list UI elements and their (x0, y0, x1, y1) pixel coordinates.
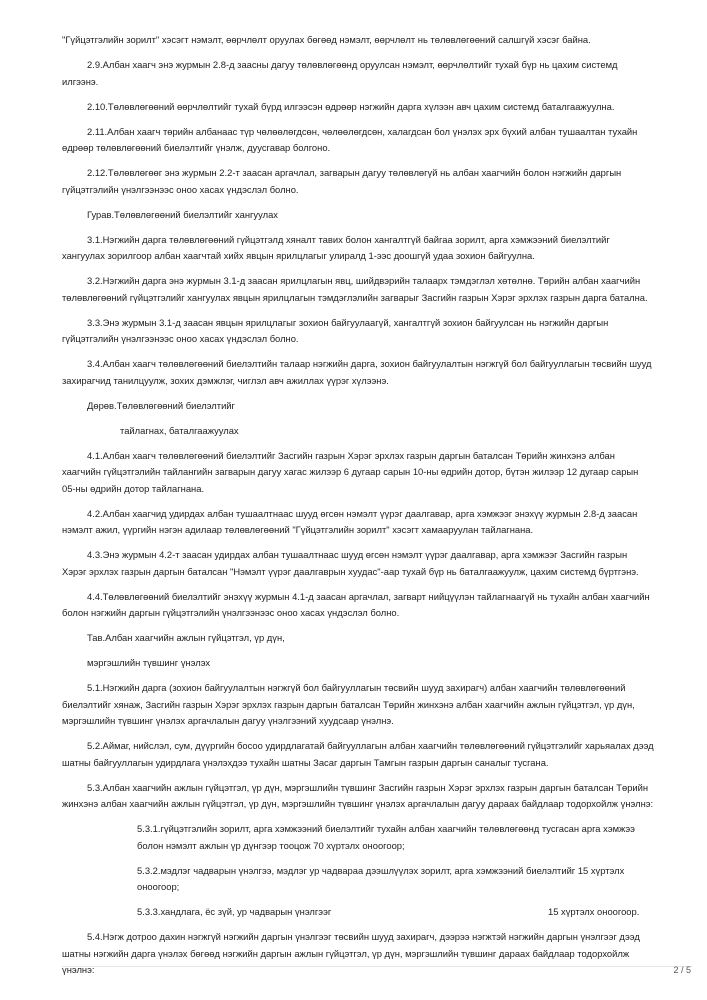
paragraph: "Гүйцэтгэлийн зорилт" хэсэгт нэмэлт, өөрчлөлт оруулах бөгөөд нэмэлт, өөрчлөлт нь төлөвлөгөөний салшгүй хэсэг байна. (62, 34, 591, 45)
paragraph-3-3: 3.3.Энэ журмын 3.1-д заасан явцын ярилцлагыг зохион байгуулаагүй, хангалтгүй зохион байгуулсан нь нэгжийн даргын гүйцэтгэлийн үнэлгээнээс оноо хасах үндэслэл болно. (62, 316, 609, 344)
paragraph-5-3-3 (62, 904, 654, 921)
page-number: 2 / 5 (673, 965, 691, 975)
paragraph-4-2: 4.2.Албан хаагчид удирдах албан тушаалтнаас шууд өгсөн нэмэлт үүрэг даалгавар, арга хэмжээг энэхүү журмын 2.8-д заасан нэмэлт ажил, үүргийн нэгэн адилаар төлөвлөгөөний "Гүйцэтгэлийн зорилт" хэсэгт хамааруулан тайлагнана. (62, 507, 638, 535)
footer-divider (62, 966, 692, 967)
paragraph-4-1: 4.1.Албан хаагч төлөвлөгөөний биелэлтийг Засгийн газрын Хэрэг эрхлэх газрын даргын баталсан Төрийн жинхэнэ албан хаагчийн гүйцэтгэлийн тайлангийн загварын дагуу хагас жилээр 6 дугаар сарын 10-ны өдрийн дотор, бүтэн жилээр 12 дугаар сарын 05-ны өдрийн дотор тайлагнана. (62, 449, 639, 494)
section-heading-4: Дөрөв.Төлөвлөгөөний биелэлтийг (87, 399, 235, 411)
paragraph-5-3: 5.3.Албан хаагчийн ажлын гүйцэтгэл, үр дүн, мэргэшлийн түвшинг Засгийн газрын Хэрэг эрхлэх газрын даргын баталсан Төрийн жинхэнэ албан хаагчийн ажлын гүйцэтгэл, үр дүн, мэргэшлийн түвшинг үнэлэх аргачлалын дагуу дараах байдлаар тодорхойлж үнэлнэ: (62, 781, 654, 809)
section-heading-5-cont: мэргэшлийн түвшинг үнэлэх (87, 657, 211, 668)
paragraph-3-1: 3.1.Нэгжийн дарга төлөвлөгөөний гүйцэтгэлд хяналт тавих болон хангалтгүй байгаа зорилт, арга хэмжээний биелэлтийг хангуулах зорилгоор албан хаагчтай хийх явцын ярилцлагыг улиралд 1-ээс доошгүй удаа зохион байгуулна. (62, 233, 610, 261)
paragraph-5-3-3-right: 15 хүртэлх оноогоор. (548, 906, 640, 917)
section-heading-5: Тав.Албан хаагчийн ажлын гүйцэтгэл, үр дүн, (87, 632, 285, 643)
paragraph-5-3-1: 5.3.1.гүйцэтгэлийн зорилт, арга хэмжээний биелэлтийг тухайн албан хаагчийн төлөвлөгөөнд тусгасан арга хэмжээ болон нэмэлт ажлын үр дүнгээр тооцож 70 хүртэлх оноогоор; (137, 823, 635, 851)
paragraph-3-2: 3.2.Нэгжийн дарга энэ журмын 3.1-д заасан ярилцлагын явц, шийдвэрийн талаарх тэмдэглэл хөтөлнө. Төрийн албан хаагчийн төлөвлөгөөний гүйцэтгэлийг хангуулах явцын ярилцлагын тэмдэглэлийн загварыг Засгийн газрын Хэрэг эрхлэх газрын дарга батална. (62, 275, 648, 303)
paragraph-4-3: 4.3.Энэ журмын 4.2-т заасан удирдах албан тушаалтнаас шууд өгсөн нэмэлт үүрэг даалгавар, арга хэмжээг Засгийн газрын Хэрэг эрхлэх газрын даргын баталсан "Нэмэлт үүрэг даалгаврын хуудас"-аар тухай бүр нь баталгаажуулж, цахим системд бүртгэнэ. (62, 549, 639, 577)
paragraph-5-2: 5.2.Аймаг, нийслэл, сум, дүүргийн босоо удирдлагатай байгууллагын албан хаагчийн төлөвлөгөөний гүйцэтгэлийг харьяалах дээд шатны байгууллагын удирдлага үнэлэхдээ тухайн шатны Засаг даргын Тамгын газрын даргын саналыг тусгана. (62, 740, 654, 768)
paragraph-2-9: 2.9.Албан хаагч энэ журмын 2.8-д заасны дагуу төлөвлөгөөнд оруулсан нэмэлт, өөрчлөлтийг тухай бүр нь цахим системд илгээнэ. (62, 59, 618, 87)
section-heading-3: Гурав.Төлөвлөгөөний биелэлтийг хангуулах (87, 208, 278, 220)
paragraph-4-4: 4.4.Төлөвлөгөөний биелэлтийг энэхүү журмын 4.1-д заасан аргачлал, загварт нийцүүлэн тайлагнаагүй нь тухайн албан хаагчийн болон нэгжийн даргын гүйцэтгэлийн үнэлгээнээс оноо хасах үндэслэл болно. (62, 590, 650, 618)
paragraph-3-4: 3.4.Албан хаагч төлөвлөгөөний биелэлтийн талаар нэгжийн дарга, зохион байгуулалтын нэгжгүй бол байгууллагын төсвийн шууд захирагчид танилцуулж, зохих дэмжлэг, чиглэл авч ажиллах үүрэг хүлээнэ. (62, 358, 652, 386)
paragraph-2-10: 2.10.Төлөвлөгөөний өөрчлөлтийг тухай бүрд илгээсэн өдрөөр нэгжийн дарга хүлээн авч цахим системд баталгаажуулна. (87, 100, 615, 112)
document-body (62, 32, 654, 987)
paragraph-2-12: 2.12.Төлөвлөгөөг энэ журмын 2.2-т заасан аргачлал, загварын дагуу төлөвлөгүй нь албан хаагчийн болон нэгжийн даргын гүйцэтгэлийн үнэлгээнээс оноо хасах үндэслэл болно. (62, 167, 622, 195)
paragraph-5-4: 5.4.Нэгж дотроо дахин нэгжгүй нэгжийн даргын үнэлгээг төсвийн шууд захирагч, дээрээ нэгжтэй нэгжийн даргын үнэлгээг дээд шатны нэгжийн дарга үнэлэх бөгөөд нэгжийн даргын ажлын гүйцэтгэл, үр дүн, мэргэшлийн түвшинг дараах байдлаар тодорхойлж үнэлнэ: (62, 931, 640, 975)
paragraph-5-3-2: 5.3.2.мэдлэг чадварын үнэлгээ, мэдлэг ур чадвараа дээшлүүлэх зорилт, арга хэмжээний биелэлтийг 15 хүртэлх оноогоор; (137, 864, 625, 892)
section-heading-4-cont: тайлагнах, баталгаажуулах (120, 424, 239, 436)
paragraph-2-11: 2.11.Албан хаагч төрийн албанаас түр чөлөөлөгдсөн, чөлөөлөгдсөн, халагдсан бол үнэлэх эрх бүхий албан тушаалтан тухайн өдрөөр төлөвлөгөөний биелэлтийг үнэлж, дуусгавар болгоно. (62, 125, 638, 153)
paragraph-5-1: 5.1.Нэгжийн дарга (зохион байгуулалтын нэгжгүй бол байгууллагын төсвийн шууд захирагч) албан хаагчийн төлөвлөгөөний биелэлтийг хянаж, Засгийн газрын Хэрэг эрхлэх газрын даргын баталсан Төрийн жинхэнэ албан хаагчийн ажлын гүйцэтгэл, үр дүн, мэргэшлийн түвшинг үнэлэх аргачлалын дагуу үнэлгээний хуудсаар үнэлнэ. (62, 682, 635, 726)
paragraph-5-3-3-left: 5.3.3.хандлага, ёс зүй, ур чадварын үнэлгээг (137, 906, 332, 917)
